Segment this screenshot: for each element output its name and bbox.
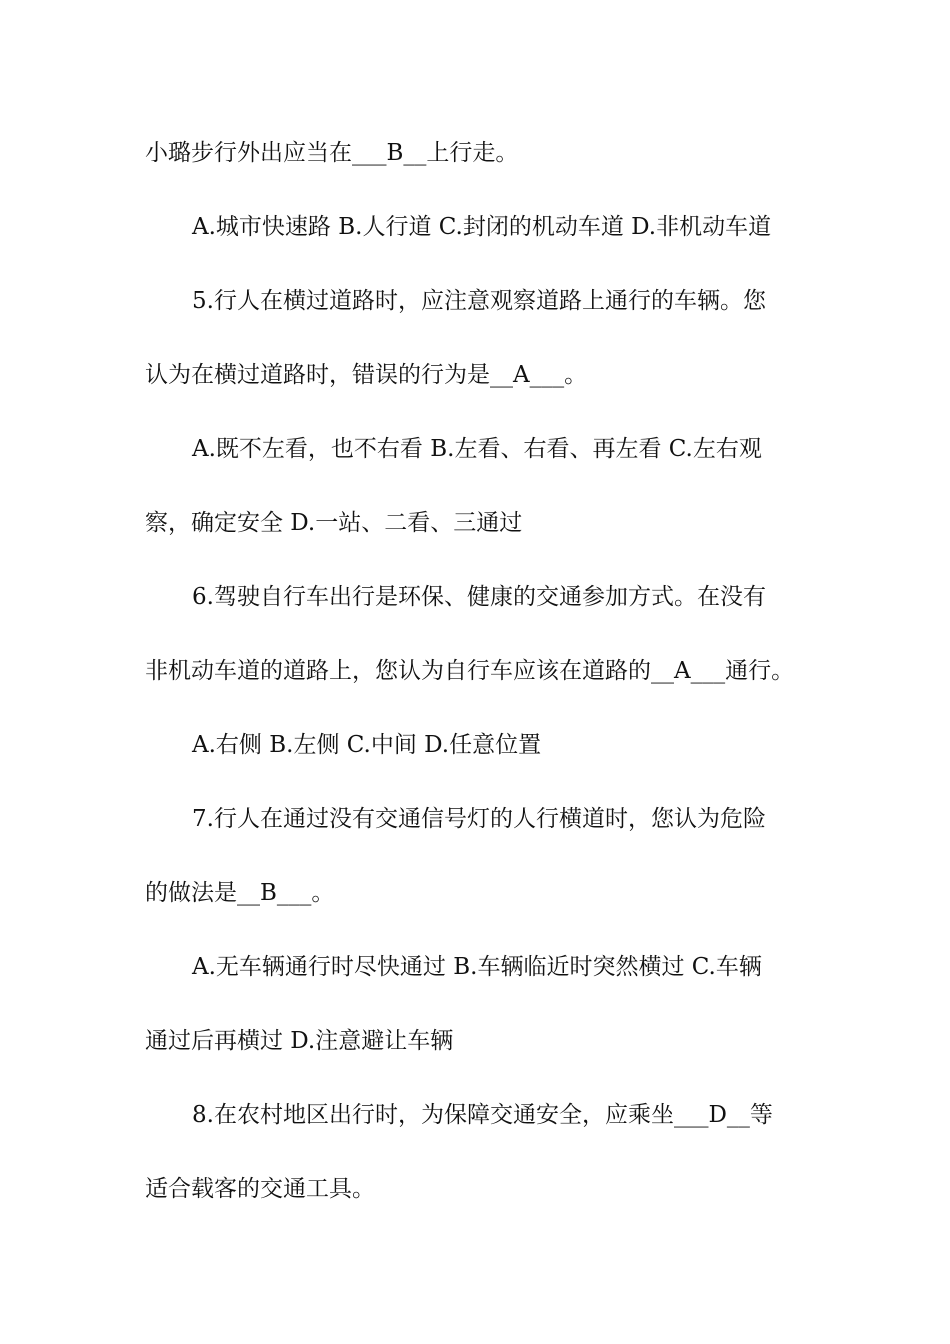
- text-line-q5-stem: 5.行人在横过道路时，应注意观察道路上通行的车辆。您: [192, 288, 766, 314]
- text-line-q4-options: A.城市快速路 B.人行道 C.封闭的机动车道 D.非机动车道: [192, 214, 772, 240]
- text-line-q8-stem: 8.在农村地区出行时，为保障交通安全，应乘坐___D__等: [192, 1102, 773, 1128]
- text-line-q6-stem: 6.驾驶自行车出行是环保、健康的交通参加方式。在没有: [192, 584, 766, 610]
- text-line-q5-stem-cont: 认为在横过道路时，错误的行为是__A___。: [145, 362, 588, 388]
- text-line-q4-stem-end: 小璐步行外出应当在___B__上行走。: [145, 140, 519, 166]
- text-line-q7-options-cont: 通过后再横过 D.注意避让车辆: [145, 1028, 454, 1054]
- text-line-q5-options: A.既不左看，也不右看 B.左看、右看、再左看 C.左右观: [192, 436, 762, 462]
- text-line-q6-stem-cont: 非机动车道的道路上，您认为自行车应该在道路的__A___通行。: [145, 658, 795, 684]
- text-line-q7-options: A.无车辆通行时尽快通过 B.车辆临近时突然横过 C.车辆: [192, 954, 762, 980]
- text-line-q6-options: A.右侧 B.左侧 C.中间 D.任意位置: [192, 732, 542, 758]
- text-line-q5-options-cont: 察，确定安全 D.一站、二看、三通过: [145, 510, 523, 536]
- text-line-q7-stem-cont: 的做法是__B___。: [145, 880, 335, 906]
- text-line-q7-stem: 7.行人在通过没有交通信号灯的人行横道时，您认为危险: [192, 806, 766, 832]
- text-line-q8-stem-cont: 适合载客的交通工具。: [145, 1176, 375, 1202]
